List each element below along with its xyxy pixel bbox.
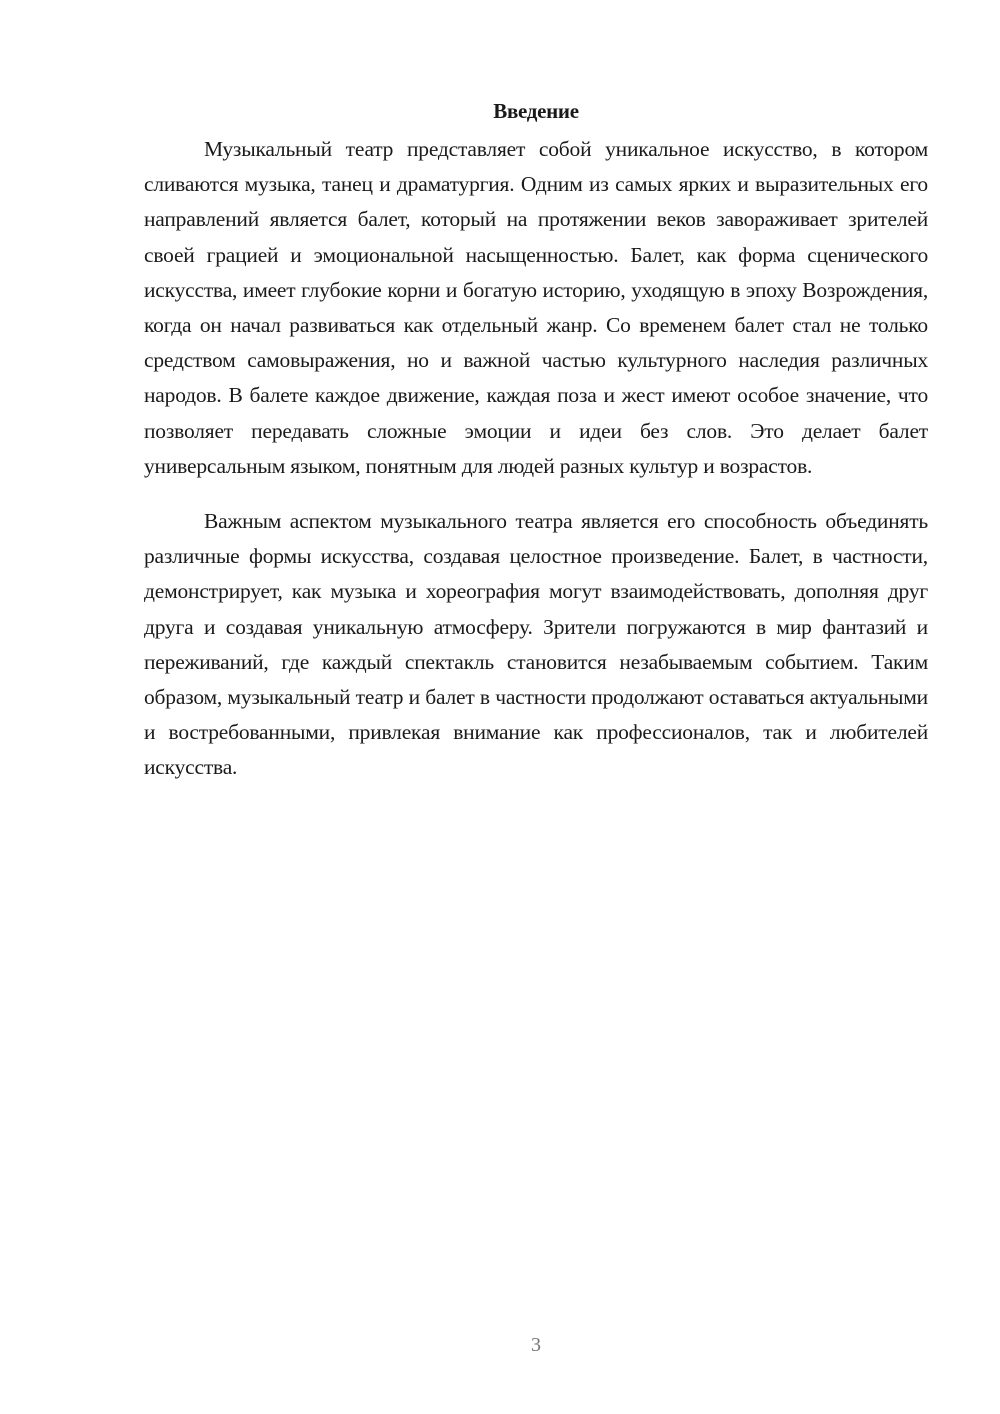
paragraph-1: Музыкальный театр представляет собой уникальное искусство, в котором сливаются музыка, танец и драматургия. Одним из самых ярких и выразительных его направлений является балет, который на протяжении веков завораживает зрителей своей грацией и эмоциональной насыщенностью. Балет, как форма сценического искусства, имеет глубокие корни и богатую историю, уходящую в эпоху Возрождения, когда он начал развиваться как отдельный жанр. Со временем балет стал не только средством самовыражения, но и важной частью культурного наследия различных народов. В балете каждое движение, каждая поза и жест имеют особое значение, что позволяет передавать сложные эмоции и идеи без слов. Это делает балет универсальным языком, понятным для людей разных культур и возрастов. bbox=[144, 137, 928, 478]
document-page bbox=[144, 96, 928, 786]
section-heading: Введение bbox=[493, 99, 579, 123]
paragraph-2: Важным аспектом музыкального театра является его способность объединять различные формы искусства, создавая целостное произведение. Балет, в частности, демонстрирует, как музыка и хореография могут взаимодействовать, дополняя друг друга и создавая уникальную атмосферу. Зрители погружаются в мир фантазий и переживаний, где каждый спектакль становится незабываемым событием. Таким образом, музыкальный театр и балет в частности продолжают оставаться актуальными и востребованными, привлекая внимание как профессионалов, так и любителей искусства. bbox=[144, 509, 928, 780]
page-number: 3 bbox=[531, 1334, 541, 1356]
